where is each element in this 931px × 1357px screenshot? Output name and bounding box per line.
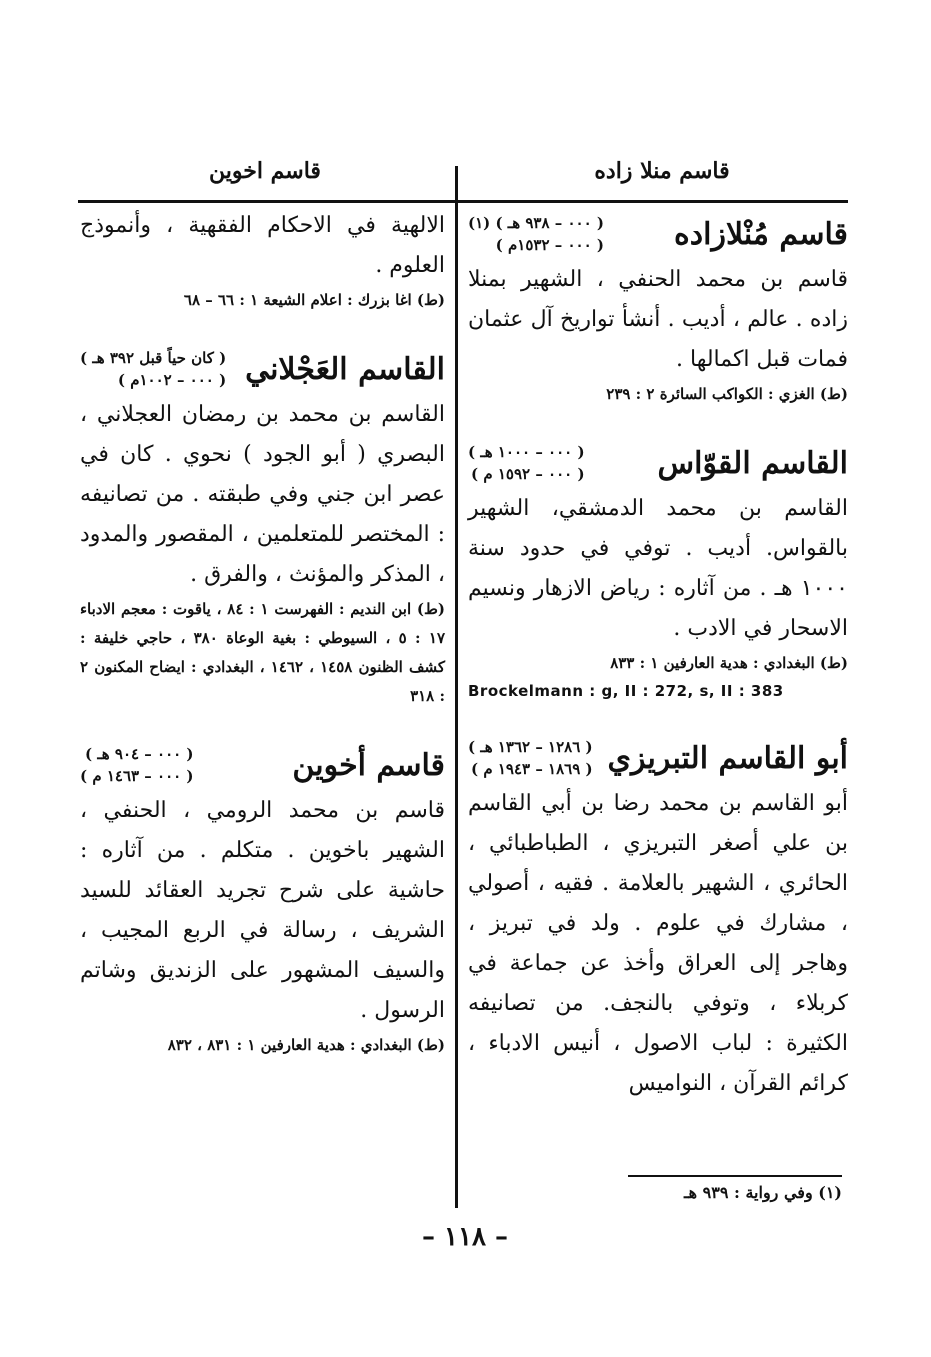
page-number: – ١١٨ – xyxy=(421,1222,509,1252)
entry-dates-hijri: ( ٠٠٠ – ١٠٠٠ هـ ) xyxy=(468,443,585,461)
entry-qasim-akhwin xyxy=(80,743,445,1060)
left-column xyxy=(80,206,445,1060)
column-divider xyxy=(455,166,458,1208)
continuation-references: (ط) اغا بزرك : اعلام الشيعة ١ : ٦٦ – ٦٨ xyxy=(183,291,445,309)
entry-dates-gregorian: ( ٠٠٠ – ١٤٦٣ م ) xyxy=(80,767,194,785)
entry-references: (ط) الغزي : الكواكب السائرة ٢ : ٢٣٩ xyxy=(606,385,848,403)
continuation-text: الالهية في الاحكام الفقهية ، وأنموذج العلوم . xyxy=(80,213,445,278)
footnote-rule xyxy=(628,1175,842,1177)
entry-dates-gregorian: ( ٠٠٠ – ١٥٩٢ م ) xyxy=(471,465,585,483)
running-head-left: قاسم اخوين xyxy=(209,158,321,184)
entry-dates-gregorian: ( ٠٠٠ – ١٠٠٢م ) xyxy=(117,371,227,389)
entry-dates xyxy=(468,736,593,780)
entry-dates xyxy=(80,743,194,787)
entry-references: (ط) البغدادي : هدية العارفين ١ : ٨٣٣ xyxy=(610,654,848,672)
header-rule xyxy=(78,200,848,203)
entry-body: أبو القاسم بن محمد رضا بن أبي القاسم بن علي أصغر التبريزي ، الطباطبائي ، الحائري ، الشهير بالعلامة . فقيه ، أصولي ، مشارك في علوم . ولد في تبريز ، وهاجر إلى العراق وأخذ عن جماعة في كربلاء ، وتوفي بالنجف. من تصانيفه الكثيرة : لباب الاصول ، أنيس الادباء ، كرائم القرآن ، النواميس xyxy=(468,791,848,1096)
entry-qasim-qawwas xyxy=(468,441,848,704)
entry-dates-hijri: ( ١٢٨٦ – ١٣٦٢ هـ ) xyxy=(468,738,593,756)
entry-body: القاسم بن محمد الدمشقي، الشهير بالقواس. أديب . توفي في حدود سنة ١٠٠٠ هـ . من آثاره : رياض الازهار ونسيم الاسحار في الادب . xyxy=(468,496,848,641)
entry-name: أبو القاسم التبريزي xyxy=(607,740,848,776)
entry-references: (ط) البغدادي : هدية العارفين ١ : ٨٣١ ، ٨٣٢ xyxy=(167,1036,445,1054)
entry-name: القاسم العَجْلاني xyxy=(245,351,445,387)
entry-name: قاسم مُنْلازاده xyxy=(674,216,848,252)
entry-body: قاسم بن محمد الرومي ، الحنفي ، الشهير باخوين . متكلم . من آثاره : حاشية على شرح تجريد العقائد للسيد الشريف ، رسالة في الربع المجيب ، والسيف المشهور على الزنديق وشاتم الرسول . xyxy=(80,798,445,1023)
entry-name: القاسم القوّاس xyxy=(657,445,848,481)
entry-latin-reference: Brockelmann : g, II : 272, s, II : 383 xyxy=(468,682,784,700)
entry-dates xyxy=(80,347,226,391)
footnote: (١) وفي رواية : ٩٣٩ هـ xyxy=(683,1183,842,1202)
entry-dates-hijri: ( ٠٠٠ – ٩٠٤ هـ ) xyxy=(85,745,194,763)
entry-name: قاسم أخوين xyxy=(292,747,445,783)
entry-dates xyxy=(468,441,585,485)
entry-dates-hijri: ( كان حياً قبل ٣٩٢ هـ ) xyxy=(80,349,227,367)
entry-references: (ط) ابن النديم : الفهرست ١ : ٨٤ ، ياقوت : معجم الادباء ١٧ : ٥ ، السيوطي : بغية الوعاة ٣٨٠ ، حاجي خليفة : كشف الظنون ١٤٥٨ ، ١٤٦٢ ، البغدادي : ايضاح المكنون ٢ : ٣١٨ xyxy=(80,600,446,705)
entry-body: القاسم بن محمد بن رمضان العجلاني ، البصري ( أبو الجود ) نحوي . كان في عصر ابن جني وفي طبقته . من تصانيفه : المختصر للمتعلمين ، المقصور والمدود ، المذكر والمؤنث ، والفرق . xyxy=(80,402,446,587)
entry-qasim-munlazadeh xyxy=(468,212,848,409)
entry-dates xyxy=(468,212,604,256)
entry-dates-hijri: ( ٠٠٠ – ٩٣٨ هـ ) (١) xyxy=(468,214,604,232)
entry-qasim-ajlani xyxy=(80,347,445,711)
right-column xyxy=(468,206,848,1104)
entry-dates-gregorian: ( ٠٠٠ – ١٥٣٢م ) xyxy=(495,236,604,254)
entry-continuation xyxy=(80,206,445,315)
entry-body: قاسم بن محمد الحنفي ، الشهير بمنلا زاده . عالم ، أديب . أنشأ تواريخ آل عثمان فمات قبل اكمالها . xyxy=(468,267,848,372)
entry-dates-gregorian: ( ١٨٦٩ – ١٩٤٣ م ) xyxy=(471,760,593,778)
running-head-right: قاسم منلا زاده xyxy=(594,158,730,184)
entry-abu-al-qasim-tabrizi xyxy=(468,736,848,1104)
